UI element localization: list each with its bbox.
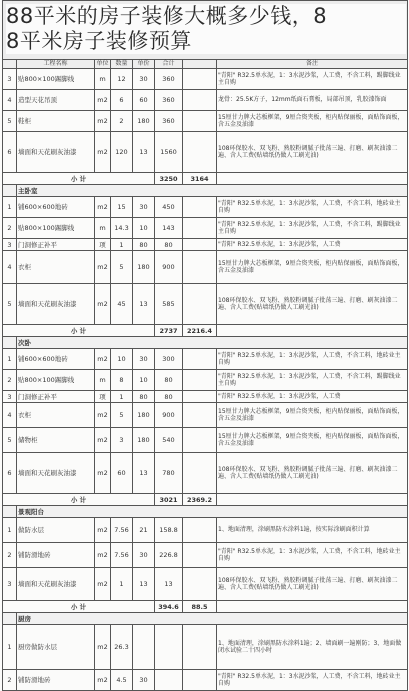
item-unit: m2: [95, 90, 111, 111]
item-mark: [183, 370, 217, 391]
item-qty: 2: [111, 111, 133, 132]
item-name: 衣柜: [17, 403, 95, 428]
table-row: [3, 543, 408, 568]
table-row: [3, 391, 408, 403]
item-total: 158.8: [155, 518, 183, 543]
table-row: [3, 284, 408, 325]
table-row: [3, 90, 408, 111]
item-name: 墙面和天花刷灰油漆: [17, 132, 95, 173]
item-total: 360: [155, 90, 183, 111]
item-total: 540: [155, 428, 183, 453]
row-number: 1: [3, 349, 17, 370]
item-unit: m2: [95, 132, 111, 173]
item-qty: 4.5: [111, 670, 133, 691]
section-row: [3, 337, 408, 349]
table-row: [3, 251, 408, 284]
subtotal-label: 小 计: [3, 173, 155, 185]
item-qty: 5: [111, 403, 133, 428]
item-unit: m2: [95, 625, 111, 670]
row-number: 4: [3, 251, 17, 284]
item-total: 80: [155, 391, 183, 403]
item-desc: 15厘甘力牌大芯板框架，9厘合资夹板，柜内贴保丽板，面贴饰面板，含五金及油漆: [217, 428, 408, 453]
item-qty: 7.56: [111, 518, 133, 543]
item-total: 80: [155, 370, 183, 391]
item-unit: m2: [95, 284, 111, 325]
item-qty: 8: [111, 370, 133, 391]
subtotal-label: 小 计: [3, 325, 155, 337]
item-mark: [183, 543, 217, 568]
subtotal-total: 394.6: [155, 601, 183, 613]
row-number: 4: [3, 90, 17, 111]
item-qty: 12: [111, 69, 133, 90]
row-number: 3: [3, 69, 17, 90]
row-number: 2: [3, 670, 17, 691]
row-number: 6: [3, 453, 17, 494]
item-price: 30: [133, 69, 155, 90]
item-price: 13: [133, 453, 155, 494]
item-mark: [183, 111, 217, 132]
subtotal-total: 3021: [155, 494, 183, 506]
item-total: 360: [155, 69, 183, 90]
header-total: 合计: [155, 60, 183, 69]
section-blank: [3, 185, 17, 197]
item-desc: "青阳" R32.5单水泥，1：3水泥沙浆，人工费，不含工料，地砖业主自购: [217, 349, 408, 370]
item-name: 铺防滑地砖: [17, 670, 95, 691]
item-mark: [183, 239, 217, 251]
item-mark: [183, 90, 217, 111]
section-blank: [3, 506, 17, 518]
item-name: 鞋柜: [17, 111, 95, 132]
subtotal-alt: 2369.2: [183, 494, 217, 506]
table-row: [3, 670, 408, 691]
page-title: [6, 4, 406, 54]
row-number: 1: [3, 625, 17, 670]
subtotal-blank: [217, 173, 408, 185]
section-label: 景观阳台: [17, 506, 408, 518]
row-number: 3: [3, 391, 17, 403]
item-unit: m: [95, 218, 111, 239]
item-qty: 15: [111, 197, 133, 218]
subtotal-total: 3250: [155, 173, 183, 185]
subtotal-alt: 2216.4: [183, 325, 217, 337]
subtotal-label: 小 计: [3, 601, 155, 613]
item-price: 13: [133, 568, 155, 601]
item-name: 衣柜: [17, 251, 95, 284]
section-label: 次卧: [17, 337, 408, 349]
item-unit: m2: [95, 197, 111, 218]
table-body: [3, 69, 408, 691]
subtotal-row: [3, 494, 408, 506]
item-qty: 7.56: [111, 543, 133, 568]
header-qty: 数量: [111, 60, 133, 69]
section-blank: [3, 337, 17, 349]
item-price: 180: [133, 403, 155, 428]
subtotal-alt: 88.5: [183, 601, 217, 613]
item-mark: [183, 218, 217, 239]
item-desc: "青阳" R32.5单水泥，1：3水泥沙浆，人工费，不含工料，踢脚线业主自购: [217, 69, 408, 90]
row-number: 2: [3, 543, 17, 568]
item-total: 300: [155, 349, 183, 370]
item-unit: m2: [95, 251, 111, 284]
item-name: 贴800×100踢脚线: [17, 69, 95, 90]
item-mark: [183, 197, 217, 218]
table-row: [3, 69, 408, 90]
item-desc: 108环保胶水、双飞粉、熟胶粉调腻子批荡三遍、打磨、刷灰油漆二遍、含人工费(贴墙纸仍做人工刷光油): [217, 132, 408, 173]
item-desc: "青阳" R32.5单水泥，1：3水泥沙浆，人工费，不含工料，地砖业主自购: [217, 543, 408, 568]
header-price: 单价: [133, 60, 155, 69]
item-name: 铺防滑地砖: [17, 543, 95, 568]
table-row: [3, 239, 408, 251]
item-desc: "青阳" R32.5单水泥，1：3水泥沙浆，人工费，不含工料，踢脚线业主自购: [217, 218, 408, 239]
item-total: 226.8: [155, 543, 183, 568]
item-mark: [183, 518, 217, 543]
item-mark: [183, 403, 217, 428]
item-qty: 120: [111, 132, 133, 173]
item-unit: m2: [95, 543, 111, 568]
item-desc: 108环保胶水、双飞粉、熟胶粉调腻子批荡三遍、打磨、刷灰油漆二遍、含人工费(贴墙纸仍做人工刷光油): [217, 568, 408, 601]
item-mark: [183, 391, 217, 403]
table-row: [3, 111, 408, 132]
item-mark: [183, 284, 217, 325]
item-desc: 108环保胶水、双飞粉、熟胶粉调腻子批荡三遍、打磨、刷灰油漆二遍、含人工费(贴墙纸仍做人工刷光油): [217, 453, 408, 494]
item-qty: 5: [111, 251, 133, 284]
table-row: [3, 370, 408, 391]
row-number: 3: [3, 568, 17, 601]
row-number: 1: [3, 518, 17, 543]
section-row: [3, 613, 408, 625]
item-qty: 3: [111, 428, 133, 453]
row-number: 5: [3, 111, 17, 132]
item-name: 铺600×600地砖: [17, 197, 95, 218]
table-row: [3, 625, 408, 670]
table-row: [3, 428, 408, 453]
table-row: [3, 453, 408, 494]
header-desc: 备注: [217, 60, 408, 69]
item-desc: "青阳" R32.5单水泥，1：3水泥沙浆，人工费: [217, 239, 408, 251]
item-name: 贴800×100踢脚线: [17, 370, 95, 391]
budget-table: [2, 0, 408, 691]
table-row: [3, 132, 408, 173]
item-total: 143: [155, 218, 183, 239]
table-row: [3, 403, 408, 428]
section-row: [3, 185, 408, 197]
subtotal-row: [3, 325, 408, 337]
item-qty: 1: [111, 391, 133, 403]
item-name: 墙面和天花刷灰油漆: [17, 284, 95, 325]
item-desc: "青阳" R32.5单水泥，1：3水泥沙浆，人工费: [217, 391, 408, 403]
row-number: 6: [3, 132, 17, 173]
item-mark: [183, 453, 217, 494]
item-desc: "青阳" R32.5单水泥，1：3水泥沙浆，人工费，不含工料，踢脚线业主自购: [217, 370, 408, 391]
item-name: 门洞修正补平: [17, 239, 95, 251]
item-price: 180: [133, 111, 155, 132]
item-qty: 60: [111, 453, 133, 494]
subtotal-blank: [217, 494, 408, 506]
item-price: 21: [133, 518, 155, 543]
table-row: [3, 218, 408, 239]
item-total: 900: [155, 403, 183, 428]
subtotal-row: [3, 601, 408, 613]
table-row: [3, 197, 408, 218]
item-desc: 1、地面清理，涂刷黑防水涂料1遍，按实际涂刷面积计算: [217, 518, 408, 543]
item-unit: 项: [95, 391, 111, 403]
item-price: 13: [133, 132, 155, 173]
subtotal-blank: [217, 325, 408, 337]
item-total: 80: [155, 239, 183, 251]
item-desc: 15厘甘力牌大芯板框架，9厘合资夹板，柜内贴保丽板，面贴饰面板，含五金及油漆: [217, 403, 408, 428]
subtotal-row: [3, 173, 408, 185]
item-name: 门洞修正补平: [17, 391, 95, 403]
item-price: 180: [133, 428, 155, 453]
item-desc: 108环保胶水、双飞粉、熟胶粉调腻子批荡三遍、打磨、刷灰油漆二遍、含人工费(贴墙纸仍做人工刷光油): [217, 284, 408, 325]
table-row: [3, 518, 408, 543]
item-desc: "青阳" R32.5单水泥，1：3水泥沙浆，人工费，不含工料，地砖业主自购: [217, 197, 408, 218]
table-row: [3, 568, 408, 601]
item-mark: [183, 568, 217, 601]
item-name: 墙面和天花刷灰油漆: [17, 453, 95, 494]
item-name: 造型天花吊顶: [17, 90, 95, 111]
item-name: 墙面和天花刷灰油漆: [17, 568, 95, 601]
item-mark: [183, 670, 217, 691]
item-total: 13: [155, 568, 183, 601]
row-number: 4: [3, 403, 17, 428]
subtotal-label: 小 计: [3, 494, 155, 506]
item-desc: 15厘甘力牌大芯板框架，9厘合资夹板，柜内贴保丽板，面贴饰面板，含五金及油漆: [217, 251, 408, 284]
item-unit: m2: [95, 349, 111, 370]
item-price: 13: [133, 284, 155, 325]
row-number: 2: [3, 218, 17, 239]
item-mark: [183, 625, 217, 670]
item-total: 1560: [155, 132, 183, 173]
item-total: 450: [155, 197, 183, 218]
item-unit: m2: [95, 403, 111, 428]
item-unit: m: [95, 370, 111, 391]
item-qty: 26.3: [111, 625, 133, 670]
header-row: [3, 60, 408, 69]
item-mark: [183, 428, 217, 453]
budget-table-wrap: [2, 0, 407, 687]
item-price: 180: [133, 251, 155, 284]
item-unit: m2: [95, 568, 111, 601]
row-number: 3: [3, 239, 17, 251]
item-name: 贴800×100踢脚线: [17, 218, 95, 239]
row-number: 5: [3, 428, 17, 453]
item-desc: 1、地面清理，涂刷黑防水涂料1遍；2、墙面刷一遍刚防；3、地面做闭水试验二十四小时: [217, 625, 408, 670]
item-price: 80: [133, 239, 155, 251]
item-qty: 14.3: [111, 218, 133, 239]
item-total: 360: [155, 111, 183, 132]
item-unit: m2: [95, 670, 111, 691]
item-mark: [183, 69, 217, 90]
subtotal-alt: 3164: [183, 173, 217, 185]
item-unit: m2: [95, 453, 111, 494]
item-price: 30: [133, 670, 155, 691]
item-desc: 15厘甘力牌大芯板框架，9厘合资夹板，柜内贴保丽板，面贴饰面板，含五金及油漆: [217, 111, 408, 132]
subtotal-blank: [217, 601, 408, 613]
item-total: 585: [155, 284, 183, 325]
item-price: 60: [133, 90, 155, 111]
subtotal-total: 2737: [155, 325, 183, 337]
item-price: 30: [133, 349, 155, 370]
item-name: 储物柜: [17, 428, 95, 453]
item-desc: "青阳" R32.5单水泥，1：3水泥沙浆，人工费，不含工料，地砖业主自购: [217, 670, 408, 691]
item-unit: m: [95, 69, 111, 90]
item-price: 30: [133, 197, 155, 218]
row-number: 2: [3, 370, 17, 391]
item-qty: 45: [111, 284, 133, 325]
item-name: 铺600×600地砖: [17, 349, 95, 370]
item-qty: 1: [111, 568, 133, 601]
section-label: 主卧室: [17, 185, 408, 197]
item-unit: m2: [95, 428, 111, 453]
section-row: [3, 506, 408, 518]
item-price: [133, 625, 155, 670]
item-mark: [183, 251, 217, 284]
item-price: 30: [133, 543, 155, 568]
item-qty: 10: [111, 349, 133, 370]
item-total: 900: [155, 251, 183, 284]
item-mark: [183, 132, 217, 173]
section-blank: [3, 613, 17, 625]
row-number: 5: [3, 284, 17, 325]
item-price: 10: [133, 370, 155, 391]
item-qty: 6: [111, 90, 133, 111]
item-name: 做防水层: [17, 518, 95, 543]
item-unit: m2: [95, 111, 111, 132]
header-unit: 单位: [96, 60, 109, 67]
title-line2: 8平米房子装修预算: [6, 29, 192, 53]
item-mark: [183, 349, 217, 370]
item-price: 80: [133, 391, 155, 403]
section-label: 厨房: [17, 613, 408, 625]
item-price: 10: [133, 218, 155, 239]
item-unit: m2: [95, 518, 111, 543]
item-total: [155, 625, 183, 670]
item-unit: 项: [95, 239, 111, 251]
item-desc: 龙骨：25.5K方子，12mm纸面石膏板，局部吊顶，乳胶漆饰面: [217, 90, 408, 111]
table-row: [3, 349, 408, 370]
item-name: 厨房做防水层: [17, 625, 95, 670]
header-name: 工程名称: [17, 60, 95, 69]
row-number: 1: [3, 197, 17, 218]
title-line1: 88平米的房子装修大概多少钱，8: [6, 4, 328, 28]
item-total: 780: [155, 453, 183, 494]
item-qty: 1: [111, 239, 133, 251]
item-total: [155, 670, 183, 691]
